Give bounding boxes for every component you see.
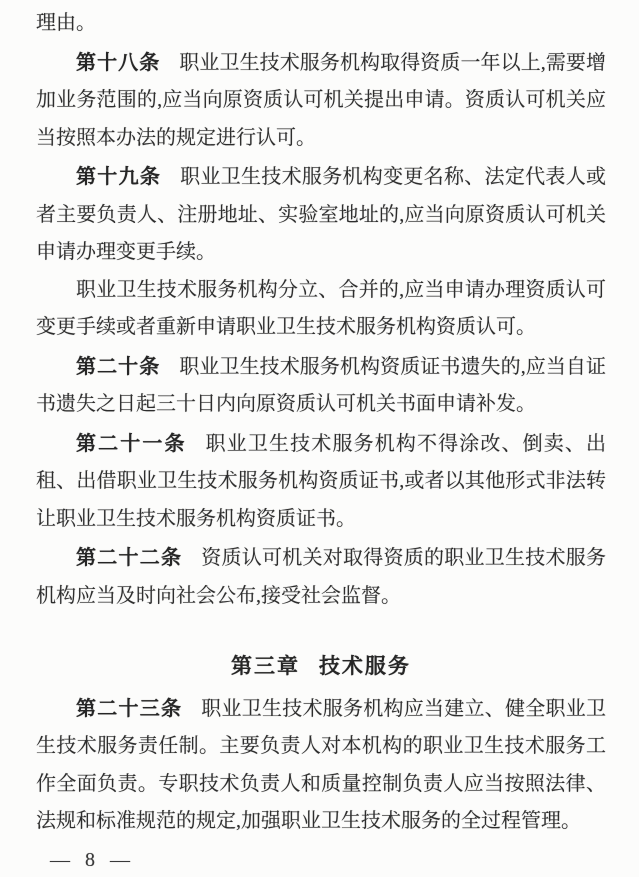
article-23-text: 职业卫生技术服务机构应当建立、健全职业卫生技术服务责任制。主要负责人对本机构的职业卫生技术服务工作全面负责。专职技术负责人和质量控制负责人应当按照法律、法规和标准规范的规定,加强职业卫生技术服务的全过程管理。 bbox=[36, 697, 606, 832]
article-19-number: 第十九条 bbox=[76, 166, 162, 188]
article-23-number: 第二十三条 bbox=[76, 697, 183, 720]
article-21-number: 第二十一条 bbox=[76, 432, 187, 455]
page-number: — 8 — bbox=[50, 848, 130, 871]
article-23-paragraph bbox=[36, 691, 606, 841]
article-19-text: 职业卫生技术服务机构变更名称、法定代表人或者主要负责人、注册地址、实验室地址的,应当向原资质认可机关申请办理变更手续。 bbox=[36, 166, 607, 263]
article-22-text: 资质认可机关对取得资质的职业卫生技术服务机构应当及时向社会公布,接受社会监督。 bbox=[36, 547, 606, 607]
article-20-text: 职业卫生技术服务机构资质证书遗失的,应当自证书遗失之日起三十日内向原资质认可机关书面申请补发。 bbox=[36, 355, 607, 415]
article-20-paragraph bbox=[36, 349, 606, 424]
article-20-number: 第二十条 bbox=[76, 355, 161, 378]
paragraph-continuation-text: 理由。 bbox=[36, 12, 96, 34]
chapter-3-heading bbox=[36, 648, 606, 686]
chapter-3-number: 第三章 bbox=[231, 654, 301, 678]
article-22-number: 第二十二条 bbox=[76, 547, 183, 569]
article-18-number: 第十八条 bbox=[76, 51, 161, 74]
article-21-text: 职业卫生技术服务机构不得涂改、倒卖、出租、出借职业卫生技术服务机构资质证书,或者以其他形式非法转让职业卫生技术服务机构资质证书。 bbox=[36, 432, 607, 530]
chapter-3-title: 技术服务 bbox=[318, 654, 411, 678]
article-19-paragraph bbox=[36, 159, 606, 272]
paragraph-continuation bbox=[36, 5, 606, 43]
article-18-text: 职业卫生技术服务机构取得资质一年以上,需要增加业务范围的,应当向原资质认可机关提出申请。资质认可机关应当按照本办法的规定进行认可。 bbox=[36, 51, 607, 149]
article-21-paragraph bbox=[36, 426, 606, 539]
article-22-paragraph bbox=[36, 540, 606, 615]
article-19-second-paragraph-text: 职业卫生技术服务机构分立、合并的,应当申请办理资质认可变更手续或者重新申请职业卫生技术服务机构资质认可。 bbox=[36, 278, 606, 338]
article-18-paragraph bbox=[36, 45, 606, 158]
article-19-second-paragraph bbox=[36, 272, 606, 347]
